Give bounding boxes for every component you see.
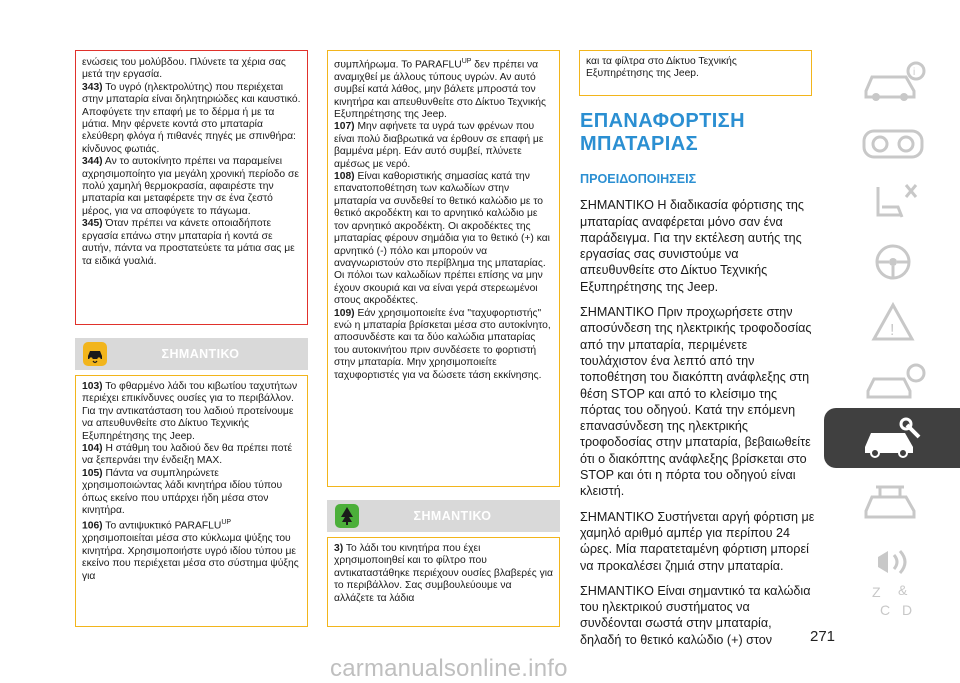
paragraph-number: 345) bbox=[82, 218, 103, 230]
important-banner bbox=[75, 338, 308, 370]
car-oil-warning-icon bbox=[83, 342, 107, 366]
warning-paragraph bbox=[82, 57, 301, 82]
superscript: UP bbox=[221, 519, 232, 527]
svg-text:!: ! bbox=[890, 322, 895, 339]
paragraph-text: Εάν χρησιμοποιείτε ένα "ταχυφορτιστής" ενώ η μπαταρία βρίσκεται μέσα στο αυτοκίνητο, αποσυνδέστε και τα δύο καλώδια μπαταρίας του αυτοκινήτου πριν συνδέσετε το φορτιστή στην μπαταρία. Μην χρησιμοποιείτε ταχυφορτιστές για να δώσετε τάση εκκίνησης. bbox=[334, 307, 551, 381]
body-paragraph: ΣΗΜΑΝΤΙΚΟ Συστήνεται αργή φόρτιση με χαμηλό αριθμό αμπέρ για περίπου 24 ώρες. Μία παρατεταμένη φόρτιση μπορεί να προκαλέσει ζημιά στην μπαταρία. bbox=[580, 509, 815, 573]
subsection-heading: ΠΡΟΕΙΔΟΠΟΙΗΣΕΙΣ bbox=[580, 172, 697, 186]
note-box-col2 bbox=[327, 50, 560, 487]
note-box-col2-lower bbox=[327, 537, 560, 627]
note-box-col1 bbox=[75, 375, 308, 627]
paragraph-text: ενώσεις του μολύβδου. Πλύνετε τα χέρια σας μετά την εργασία. bbox=[82, 57, 286, 81]
note-paragraph bbox=[334, 121, 553, 171]
paragraph-text: χρησιμοποιείται μέσα στο κύκλωμα ψύξης του κινητήρα. Χρησιμοποιήστε υγρό ιδίου τύπου με εκείνο που περιέχεται μέσα στο σύστημα ψύξης για bbox=[82, 533, 299, 582]
car-info-icon[interactable] bbox=[838, 52, 948, 112]
paragraph-text: Η στάθμη του λαδιού δεν θα πρέπει ποτέ να ξεπερνάει την ένδειξη MAX. bbox=[82, 443, 293, 467]
svg-text:C: C bbox=[880, 602, 891, 618]
body-paragraph: ΣΗΜΑΝΤΙΚΟ Είναι σημαντικό τα καλώδια του ηλεκτρικού συστήματος να συνδέονται σωστά στην μπαταρία, δηλαδή το θετικό καλώδιο (+) στον bbox=[580, 583, 811, 647]
dashboard-icon[interactable] bbox=[838, 112, 948, 172]
paragraph-number: 343) bbox=[82, 81, 103, 93]
paragraph-number: 3) bbox=[334, 543, 344, 554]
paragraph-number: 103) bbox=[82, 381, 103, 392]
index-icon[interactable] bbox=[838, 570, 948, 630]
paragraph-number: 108) bbox=[334, 171, 355, 183]
paragraph-text: Το υγρό (ηλεκτρολύτης) που περιέχεται στην μπαταρία είναι δηλητηριώδες και καυστικό. Αποφύγετε την επαφή με το δέρμα ή με τα μάτια. Μην φέρνετε κοντά στο μπαταρία ελεύθερη φλόγα ή πιθανές πηγές με σπινθήρα: κίνδυνος φωτιάς. bbox=[82, 81, 301, 155]
note-paragraph bbox=[334, 171, 553, 307]
note-box-col3 bbox=[579, 50, 812, 96]
warning-triangle-icon[interactable] bbox=[838, 292, 948, 352]
paragraph-number: 105) bbox=[82, 467, 103, 479]
svg-text:D: D bbox=[902, 602, 913, 618]
paragraph-text: Το φθαρμένο λάδι του κιβωτίου ταχυτήτων περιέχει επικίνδυνες ουσίες για το περιβάλλον. Για την αντικατάσταση του λαδιού προτείνουμε να απευθυνθείτε στο Δίκτυο Τεχνικής Εξυπηρέτησης της Jeep. bbox=[82, 381, 298, 442]
car-service-icon[interactable] bbox=[824, 408, 960, 468]
paragraph-number: 104) bbox=[82, 443, 103, 455]
important-banner bbox=[327, 500, 560, 532]
superscript: UP bbox=[461, 58, 472, 65]
note-paragraph bbox=[334, 56, 553, 121]
paragraph-number: 109) bbox=[334, 307, 355, 319]
paragraph-number: 106) bbox=[82, 520, 103, 532]
warning-paragraph bbox=[82, 156, 301, 218]
banner-label: ΣΗΜΑΝΤΙΚΟ bbox=[161, 347, 240, 361]
paragraph-number: 107) bbox=[334, 121, 355, 133]
paragraph-text: δεν πρέπει να αναμιχθεί με άλλους τύπους υγρών. Αν αυτό συμβεί κατά λάθος, μην βάλετε μπροστά τον κινητήρα και απευθυνθείτε στο Δίκτυο Τεχνικής Εξυπηρέτησης της Jeep. bbox=[334, 59, 546, 121]
paragraph-text: Το λάδι του κινητήρα που έχει χρησιμοποιηθεί και το φίλτρο που αντικαταστάθηκε περιέχουν ουσίες βλαβερές για το περιβάλλον. Σας συμβουλεύουμε να αλλάζετε τα λάδια bbox=[334, 543, 553, 604]
body-paragraph: ΣΗΜΑΝΤΙΚΟ Η διαδικασία φόρτισης της μπαταρίας αναφέρεται μόνο σαν ένα παράδειγμα. Για την εκτέλεση αυτής της εργασίας σας συνιστούμε να απευθυνθείτε στο Δίκτυο Τεχνικής Εξυπηρέτησης της Jeep. bbox=[580, 198, 804, 294]
note-paragraph bbox=[334, 543, 553, 605]
paragraph-text: Αν το αυτοκίνητο πρέπει να παραμείνει αχρησιμοποίητο για μεγάλη χρονική περίοδο σε πολύ χαμηλή θερμοκρασία, αφαιρέστε την μπαταρία και μεταφέρετε την σε ένα ζεστό μέρος, για να αποφύγετε το πάγωμα. bbox=[82, 156, 299, 217]
warning-paragraph bbox=[82, 218, 301, 268]
note-paragraph bbox=[82, 468, 301, 518]
svg-text:&: & bbox=[898, 582, 908, 598]
section-heading: ΕΠΑΝΑΦΟΡΤΙΣΗ ΜΠΑΤΑΡΙΑΣ bbox=[580, 110, 745, 155]
body-paragraph: ΣΗΜΑΝΤΙΚΟ Πριν προχωρήσετε στην αποσύνδεση της ηλεκτρικής τροφοδοσίας από την μπαταρία, περιμένετε τουλάχιστον ένα λεπτό από την τοποθέτηση του διακόπτη ανάφλεξης στη θέση STOP και από το κλείσιμο της πόρτας του οδηγού. Κατά την επόμενη επανασύνδεση της ηλεκτρικής τροφοδοσίας στην μπαταρία, βεβαιωθείτε ότι ο διακόπτης ανάφλεξης βρίσκεται στο STOP και ότι η πόρτα του οδηγού είναι κλειστή. bbox=[580, 305, 812, 499]
paragraph-text: Όταν πρέπει να κάνετε οποιαδήποτε εργασία επάνω στην μπαταρία ή κοντά σε αυτήν, πάντα να προστατεύετε τα μάτια σας με τα ειδικά γυαλιά. bbox=[82, 218, 295, 267]
emergency-icon[interactable] bbox=[838, 352, 948, 412]
environment-tree-icon bbox=[335, 504, 359, 528]
paragraph-text: Το αντιψυκτικό PARAFLU bbox=[102, 520, 222, 532]
note-paragraph bbox=[82, 517, 301, 582]
note-paragraph bbox=[334, 308, 553, 382]
steering-wheel-icon[interactable] bbox=[838, 232, 948, 292]
banner-label: ΣΗΜΑΝΤΙΚΟ bbox=[413, 509, 492, 523]
svg-text:Z: Z bbox=[872, 584, 881, 600]
seat-safety-icon[interactable] bbox=[838, 172, 948, 232]
page-number: 271 bbox=[810, 628, 836, 645]
watermark: carmanualsonline.info bbox=[330, 655, 568, 682]
paragraph-text: συμπλήρωμα. Το PARAFLU bbox=[334, 59, 462, 71]
paragraph-text: Πάντα να συμπληρώνετε χρησιμοποιώντας λάδι κινητήρα ιδίου τύπου όπως εκείνο που υπάρχει ήδη μέσα στον κινητήρα. bbox=[82, 467, 283, 517]
note-paragraph bbox=[82, 381, 301, 443]
warning-paragraph bbox=[82, 82, 301, 156]
warning-box-col1 bbox=[75, 50, 308, 325]
specs-icon[interactable] bbox=[838, 472, 948, 532]
paragraph-text: Μην αφήνετε τα υγρά των φρένων που είναι πολύ διαβρωτικά να έρθουν σε επαφή με βαμμένα μέρη. Εάν αυτό συμβεί, πλύνετε αμέσως με νερό. bbox=[334, 121, 544, 170]
paragraph-text: Είναι καθοριστικής σημασίας κατά την επανατοποθέτηση των καλωδίων στην μπαταρία να συνδεθεί το θετικό καλώδιο με το θετικό ακροδέκτη και το αρνητικό καλώδιο με τον αρνητικό ακροδέκτη. Οι ακροδέκτες της μπαταρίας φέρουν σημάδια για το θετικό (+) και αρνητικό (-) πόλο και μπορούν να αναγνωριστούν στο περίβλημα της μπαταρίας. Οι πόλοι των καλωδίων πρέπει επίσης να μην έχουν σκουριά και να είναι γερά στερεωμένοι στους ακροδέκτες. bbox=[334, 171, 550, 307]
note-paragraph bbox=[82, 443, 301, 468]
svg-text:i: i bbox=[913, 67, 916, 78]
note-paragraph: και τα φίλτρα στο Δίκτυο Τεχνικής Εξυπηρέτησης της Jeep. bbox=[586, 56, 737, 80]
main-text-column bbox=[580, 110, 815, 657]
paragraph-number: 344) bbox=[82, 156, 103, 168]
